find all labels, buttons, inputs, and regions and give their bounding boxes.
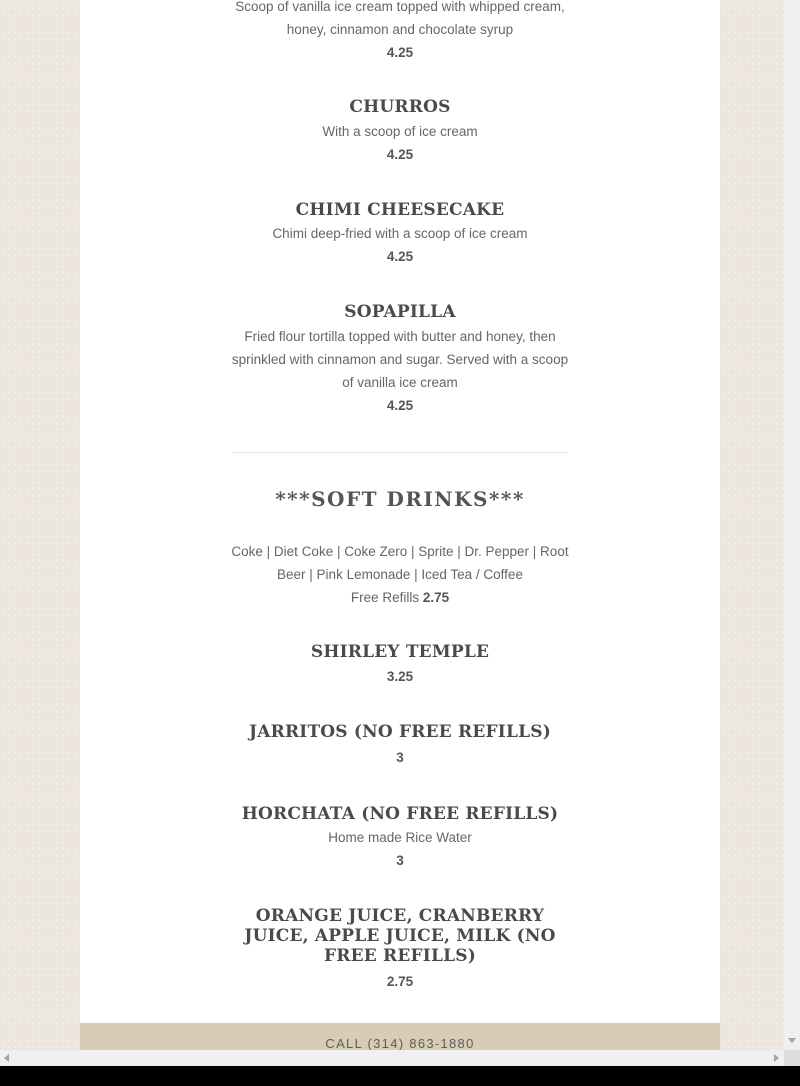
soft-drinks-intro: [230, 540, 570, 609]
item-price: 3: [396, 750, 404, 765]
item-price: 2.75: [422, 590, 450, 605]
item-price: 4.25: [386, 147, 414, 162]
scrollbar-thumb[interactable]: [787, 40, 797, 1000]
item-description: Scoop of vanilla ice cream topped with whipped cream, honey, cinnamon and chocolate syrup: [235, 0, 565, 37]
drink-item-juices: [230, 906, 570, 993]
item-description: With a scoop of ice cream: [322, 124, 478, 139]
menu-content: [80, 0, 720, 1023]
item-description: Fried flour tortilla topped with butter and honey, then sprinkled with cinnamon and sugar. Served with a scoop of vanilla ice cream: [231, 329, 569, 390]
item-name: SOPAPILLA: [344, 302, 456, 322]
footer-bar: [80, 1023, 720, 1050]
item-price: 4.25: [386, 249, 414, 264]
item-description: Home made Rice Water: [328, 830, 472, 845]
item-name: JARRITOS (NO FREE REFILLS): [249, 722, 551, 742]
drink-item-shirley-temple: [230, 642, 570, 688]
item-price: 4.25: [386, 45, 414, 60]
item-name: HORCHATA (NO FREE REFILLS): [241, 804, 559, 824]
horizontal-scrollbar[interactable]: [0, 1050, 784, 1066]
dessert-item-sopapilla: [230, 302, 570, 417]
section-title-soft-drinks: ***SOFT DRINKS***: [275, 487, 525, 511]
section-divider: [232, 452, 568, 453]
item-name: CHURROS: [349, 97, 451, 117]
item-name: ORANGE JUICE, CRANBERRY JUICE, APPLE JUICE, MILK (NO FREE REFILLS): [244, 906, 556, 966]
drink-item-horchata: [230, 804, 570, 872]
item-name: SHIRLEY TEMPLE: [310, 642, 490, 662]
item-price: 4.25: [386, 398, 414, 413]
refills-label: Free Refills: [350, 590, 420, 605]
refills-line: [230, 586, 570, 609]
call-phone-link[interactable]: CALL (314) 863-1880: [325, 1036, 475, 1050]
item-price: 3: [396, 853, 404, 868]
vertical-scrollbar[interactable]: [784, 0, 800, 1050]
dessert-item-partial: [230, 0, 570, 64]
item-price: 2.75: [386, 974, 414, 989]
item-description: Coke | Diet Coke | Coke Zero | Sprite | Dr. Pepper | Root Beer | Pink Lemonade | Iced Tea / Coffee: [231, 544, 569, 582]
scrollbar-corner: [784, 1050, 800, 1066]
item-name: CHIMI CHEESECAKE: [295, 200, 505, 220]
triangle-down-icon[interactable]: [788, 1038, 796, 1043]
item-price: 3.25: [386, 669, 414, 684]
dessert-menu: [230, 0, 570, 993]
taskbar: [0, 1066, 800, 1086]
drink-item-jarritos: [230, 722, 570, 769]
item-description: Chimi deep-fried with a scoop of ice cream: [272, 226, 528, 241]
dessert-item-chimi-cheesecake: [230, 200, 570, 268]
triangle-right-icon[interactable]: [774, 1054, 779, 1062]
triangle-left-icon[interactable]: [4, 1054, 9, 1062]
dessert-item-churros: [230, 97, 570, 166]
